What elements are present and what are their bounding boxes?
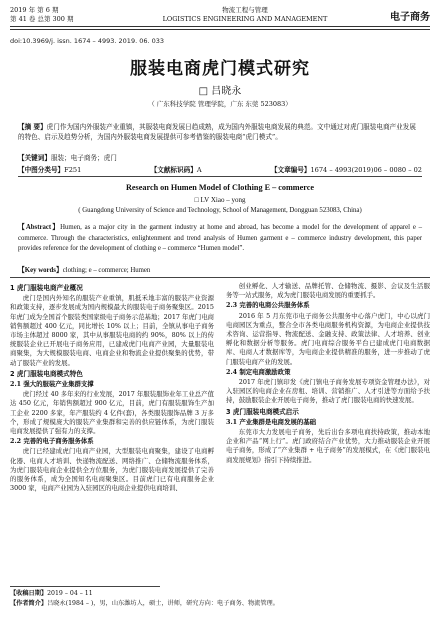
affiliation-en: ( Guangdong University of Science and Technology, School of Management, Dongguan 523083, China) (78, 207, 362, 214)
keywords-cn-text: 服装；电子商务；虎门 (50, 154, 117, 162)
header-issue-info (10, 6, 74, 24)
footnote-rule (10, 586, 160, 587)
body-column-left (10, 282, 214, 493)
section-heading: 3 虎门服装电商模式启示 (226, 407, 299, 416)
keywords-en-label: 【Key words】 (18, 267, 63, 274)
body-paragraph: 虎门经过 40 多年来的行业发展，2017 年服装服饰业年工业总产值达 450 亿元，年销售额超过 900 亿元，目前，虎门有服装服饰生产加工企业 2200 多家，年产服装约 4 亿件(套)，各类服装服饰品牌 3 万多个，形成了规模庞大的服装产业集群和完善的供应链体系，为虎门服装电商发展提供了强有力的支撑。 (10, 390, 214, 436)
clc-label: 【中图分类号】 (18, 166, 65, 174)
abstract-en-label: 【Abstract】 (18, 224, 61, 231)
header-rule-thin (10, 29, 430, 30)
abstract-en-text: Humen, as a major city in the garment industry at home and abroad, has become a model for the development of apparel e – commerce. Through the characteristics, enlightenment and trend analysis of Humen garment e – commerce industry development, this paper provides reference for the development of clothing e – commerce “Humen model”. (18, 224, 423, 252)
body-paragraph: 2017 年虎门镇印发《虎门镇电子商务发展专项资金管理办法》，对入驻园区的电商企业在房租、培训、营销推广、人才引进等方面给予扶持，鼓励服装企业开展电子商务，推动了虎门服装电商的快速发展。 (226, 378, 430, 405)
footnote-received (10, 589, 430, 598)
body-paragraph: 虎门已经建成虎门电商产业园，大型服装电商聚集，建设了电商孵化器、电商人才培训、快递物流配送、网络推广、仓储物流服务体系，为虎门服装电商企业提供全方位服务，为虎门服装电商发展提供了完善的服务体系，成为全国知名电商聚集区。目前虎门已有电商服务企业 3000 家，电商产业园为入驻园区的电商企业提供电商培训、 (10, 447, 214, 493)
body-column-right (226, 282, 430, 465)
author-cn: □ 吕晓永 (198, 86, 242, 97)
title-en: Research on Humen Model of Clothing E – commerce (126, 183, 314, 192)
keywords-en (18, 264, 150, 274)
section-heading: 2.2 完善的电子商务服务体系 (10, 437, 94, 446)
footnote-author (10, 599, 430, 608)
clc-number (18, 164, 81, 174)
id-value: 1674 – 4993(2019)06 – 0080 – 02 (310, 166, 422, 174)
body-paragraph: 虎门是国内外知名的服装产业重镇，肌抵禾地丰富的服装产业资源和政策支持，逐步发展成为国内规模最大的服装电子商务聚集区。2015 年虎门成为全国首个服装类国家级电子商务示范基地；2017 年虎门电商销售额超过 400 亿元，同比增长 10% 以上；目前，全镇从事电子商务市场主体超过 8000 家，其中从事服装电商的约 90%，80% 以上的传统服装企业已开展电子商务应用，已建成虎门电商产业园，大量服装电商聚集，为大规模服装电商、电商企业和物流企业提供聚集的优势，带动了服装产业的发展。 (10, 294, 214, 367)
abstract-cn-text: 虎门作为国内外服装产业重镇，其服装电商发展日趋成熟，成为国内外服装电商发展的典范。文中通过对虎门服装电商产业发展的特色、启示及趋势分析，为国内外服装电商发展提供可参考借鉴的服装电商“虎门模式”。 (18, 123, 416, 141)
author-info: 吕晓永(1984 – )，男，山东潍坊人，硕士，讲师，研究方向：电子商务、物流管理。 (47, 600, 279, 607)
body-paragraph: 东莞市大力发展电子商务，先后出台多项电商扶持政策，推动本地企业和产品“网上行”。虎门政府结合产业优势，大力推动服装企业开展电子商务，形成了“产业集群 + 电子商务”的发展模式，在《虎门服装电商发展规划》指引下持续推进。 (226, 428, 430, 464)
article-id (271, 164, 422, 174)
section-heading: 2.4 制定电商激励政策 (226, 367, 291, 376)
author-info-label: 【作者简介】 (10, 600, 48, 607)
abstract-en (18, 223, 422, 255)
body-paragraph: 2016 年 5 月东莞市电子商务公共服务中心落户虎门，中心以虎门电商园区为重点，整合全市各类电商服务机构资源，为电商企业提供技术咨询、运营指导、物流配送、金融支持、政策法律、人才培养、创业孵化和数据分析等服务。虎门电商综合服务平台已建成虎门电商数据库、电商人才数据库等，为电商企业提供精准的服务，进一步推动了虎门服装电商产业的发展。 (226, 311, 430, 366)
code-label: 【文献标识码】 (150, 166, 197, 174)
section-heading: 3.1 产业集群是电商发展的基础 (226, 417, 317, 426)
received-label: 【收稿日期】 (10, 590, 48, 597)
clc-value: F251 (64, 166, 82, 174)
abstract-cn (18, 122, 422, 142)
affiliation-cn: （ 广东科技学院 管理学院，广东 东莞 523083） (148, 100, 292, 108)
title-cn: 服装电商虎门模式研究 (130, 59, 310, 79)
article-meta (18, 164, 422, 174)
header-volume: 第 41 卷 总第 300 期 (10, 15, 74, 23)
section-heading: 2.3 完善的电商公共服务体系 (226, 301, 310, 310)
header-journal-cn: 物流工程与管理 (222, 6, 268, 14)
doi: doi:10.3969/j. issn. 1674 – 4993. 2019. 06. 033 (10, 37, 165, 45)
keywords-cn (18, 152, 117, 162)
received-date: 2019 – 04 – 11 (47, 590, 93, 597)
keywords-cn-label: 【关键词】 (18, 154, 51, 162)
abstract-cn-label: 【摘 要】 (18, 123, 47, 131)
code-value: A (196, 166, 202, 174)
section-heading: 1 虎门服装电商产业概况 (10, 284, 83, 292)
author-en: □ LV Xiao – yong (194, 196, 246, 204)
header-year-issue: 2019 年 第 6 期 (10, 6, 59, 14)
meta-rule (18, 176, 422, 177)
section-heading: 2.1 强大的服装产业集群支撑 (10, 380, 94, 389)
header-journal (150, 6, 340, 24)
header-journal-en: LOGISTICS ENGINEERING AND MANAGEMENT (162, 15, 328, 23)
header-rule (10, 26, 430, 27)
body-rule (10, 277, 430, 278)
section-heading: 2 虎门服装电商模式特色 (10, 369, 83, 378)
keywords-en-text: clothing; e – commerce; Humen (62, 267, 151, 274)
document-code (151, 164, 202, 174)
body-paragraph: 创业孵化、人才输送、品牌托管、仓储物流、摄影、会议及生活服务等一站式服务，成为虎门服装电商发展的重要抓手。 (226, 282, 430, 300)
header-section: 电子商务 (390, 12, 430, 23)
id-label: 【文章编号】 (270, 166, 311, 174)
